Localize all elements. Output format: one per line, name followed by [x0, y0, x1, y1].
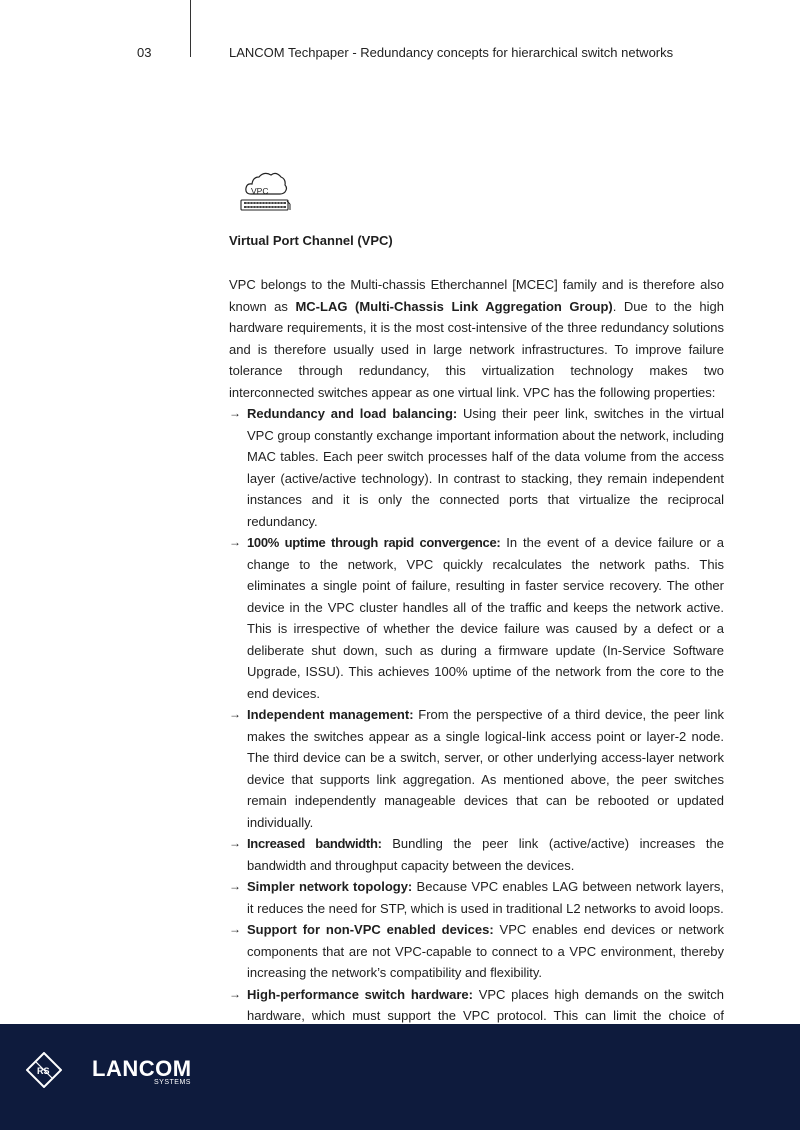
- page-footer: [0, 1024, 800, 1130]
- property-text: Bundling the peer link (active/active) increases the bandwidth and throughput capacity between the devices.: [247, 836, 724, 873]
- intro-paragraph: [229, 274, 724, 403]
- properties-list: [229, 403, 724, 1048]
- brand-sub-text: SYSTEMS: [154, 1079, 191, 1086]
- page-header: [0, 0, 800, 70]
- arrow-right-icon: →: [229, 879, 241, 893]
- property-text: VPC enables end devices or network components that are not VPC-capable to connect to a VPC environment, thereby increasing the network’s compatibility and flexibility.: [247, 922, 724, 980]
- list-item: [229, 876, 724, 919]
- list-item: [229, 403, 724, 532]
- intro-text-before: VPC belongs to the Multi-chassis Etherchannel [MCEC] family and is therefore also known as: [229, 277, 724, 314]
- vpc-cloud-switch-icon: [238, 166, 293, 214]
- list-item: [229, 833, 724, 876]
- vpc-icon-label: VPC: [251, 186, 269, 196]
- arrow-right-icon: →: [229, 406, 241, 420]
- list-item: [229, 532, 724, 704]
- property-text: VPC places high demands on the switch hardware, which must support the VPC protocol. This can limit the choice of: [247, 986, 724, 1023]
- property-term: Support for non-VPC enabled devices:: [247, 922, 494, 937]
- property-text: Using their peer link, switches in the virtual VPC group constantly exchange important information about the network, including MAC tables. Each peer switch processes half of the data volume from the access layer (active/active technology). In contrast to stacking, they remain independent instances and it is only the connected ports that virtualize the reciprocal redundancy.: [247, 406, 724, 529]
- property-text: In the event of a device failure or a change to the network, VPC quickly recalculates the network paths. This eliminates a single point of failure, resulting in faster service recovery. The other device in the VPC cluster handles all of the traffic and keeps the network active. This is irrespective of whether the device failure was caused by a defect or a deliberate shut down, such as during a firmware update (In-Service Software Upgrade, ISSU). This achieves 100% uptime of the network from the core to the end devices.: [247, 535, 724, 701]
- page-number: 03: [137, 45, 152, 60]
- property-text: From the perspective of a third device, the peer link makes the switches appear as a single logical-link access point or layer-2 node. The third device can be a switch, server, or other underlying access-layer network device that supports link aggregation. As mentioned above, the peer switches remain independently manageable devices that can be rebooted or updated individually.: [247, 707, 724, 830]
- arrow-right-icon: →: [229, 707, 241, 721]
- property-term: Independent management:: [247, 707, 414, 722]
- list-item: [229, 704, 724, 833]
- property-text: Because VPC enables LAG between network layers, it reduces the need for STP, which is used in traditional L2 networks to avoid loops.: [247, 879, 724, 916]
- property-term: Increased bandwidth:: [247, 836, 382, 851]
- header-divider: [190, 0, 191, 57]
- logo-letters: RS: [37, 1066, 50, 1076]
- intro-bold-term: MC-LAG (Multi-Chassis Link Aggregation Group): [295, 298, 613, 314]
- arrow-right-icon: →: [229, 836, 241, 850]
- arrow-right-icon: →: [229, 986, 241, 1001]
- intro-text-after: . Due to the high hardware requirements, it is the most cost-intensive of the three redundancy solutions and is therefore usually used in large network infrastructures. To improve failure tolerance through redundancy, this virtualization technology makes two interconnected switches appear as one virtual link. VPC has the following properties:: [229, 298, 724, 400]
- list-item: [229, 919, 724, 984]
- property-term: High-performance switch hardware:: [247, 986, 473, 1002]
- arrow-right-icon: →: [229, 535, 241, 549]
- property-term: Redundancy and load balancing:: [247, 406, 458, 421]
- property-term: Simpler network topology:: [247, 879, 413, 894]
- property-term: 100% uptime through rapid convergence:: [247, 535, 501, 550]
- brand-logo-text: LANCOM: [92, 1056, 192, 1081]
- arrow-right-icon: →: [229, 922, 241, 936]
- rs-diamond-logo-icon: [26, 1052, 62, 1088]
- document-title: LANCOM Techpaper - Redundancy concepts for hierarchical switch networks: [229, 45, 674, 60]
- main-content: [229, 232, 724, 1048]
- section-title: Virtual Port Channel (VPC): [229, 233, 393, 248]
